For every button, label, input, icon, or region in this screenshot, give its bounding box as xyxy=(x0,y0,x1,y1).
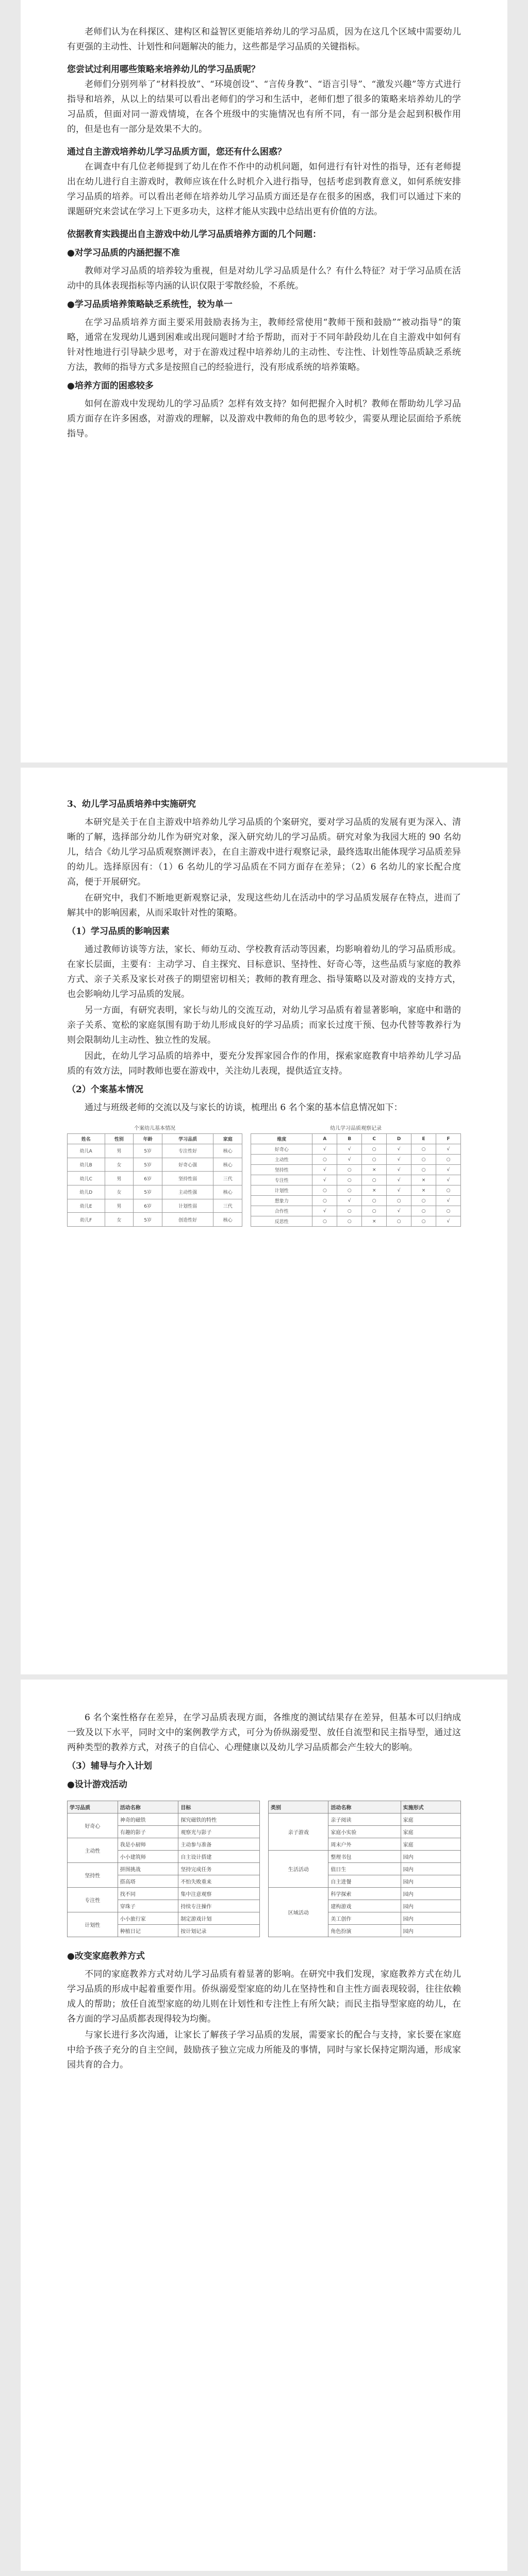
observation-table xyxy=(251,1124,461,1227)
page2-paragraph-4: 另一方面，有研究表明，家长与幼儿的交流互动，对幼儿学习品质有着显著影响，家庭中和谐的亲子关系、宽松的家庭氛围有助于幼儿形成良好的学习品质；而家长过度干预、包办代替等教养行为则会限制幼儿主动性、独立性的发展。 xyxy=(67,1005,461,1045)
table-header-cell: 活动名称 xyxy=(118,1801,178,1814)
table-cell: 小小建筑师 xyxy=(118,1851,178,1863)
table-cell: √ xyxy=(312,1206,337,1216)
table-cell: ○ xyxy=(337,1216,362,1227)
case-basic-table-header xyxy=(68,1134,242,1144)
table-cell: 家庭小实验 xyxy=(328,1826,401,1838)
table-cell: ○ xyxy=(436,1185,461,1196)
table-cell: ○ xyxy=(362,1175,387,1185)
table-cell: 拼图挑战 xyxy=(118,1863,178,1875)
table-cell: 主动性强 xyxy=(162,1185,213,1199)
table-cell: 计划性 xyxy=(251,1185,312,1196)
table-cell: 不怕失败重来 xyxy=(178,1875,260,1888)
table-cell: √ xyxy=(436,1175,461,1185)
table-row xyxy=(68,1838,260,1851)
table-cell: ○ xyxy=(362,1144,387,1155)
section-heading-3: 3、幼儿学习品质培养中实施研究 xyxy=(67,799,196,809)
document-page-2 xyxy=(21,768,507,1674)
table-cell: 女 xyxy=(105,1185,134,1199)
table-row xyxy=(269,1851,461,1863)
table-header-cell: F xyxy=(436,1134,461,1144)
subheading-plan: （3）辅导与介入计划 xyxy=(67,1761,152,1771)
table-row xyxy=(68,1199,242,1213)
section-heading-basis: 依据教育实践提出自主游戏中幼儿学习品质培养方面的几个问题： xyxy=(67,229,321,240)
table-row xyxy=(68,1172,242,1185)
table-row xyxy=(68,1158,242,1172)
table-row xyxy=(251,1144,461,1155)
table-cell: 集中注意观察 xyxy=(178,1888,260,1900)
question-heading-1: 您尝试过利用哪些策略来培养幼儿的学习品质呢？ xyxy=(67,64,260,75)
bullet-heading-design-games: ●设计游戏活动 xyxy=(67,1780,127,1790)
table-cell: 科学探索 xyxy=(328,1888,401,1900)
table-cell: 主动性 xyxy=(68,1838,118,1863)
document-page-1 xyxy=(21,0,507,762)
table-header-cell: 学习品质 xyxy=(162,1134,213,1144)
table-cell: √ xyxy=(337,1196,362,1206)
document-page-3 xyxy=(21,1680,507,2571)
table-cell: 6岁 xyxy=(134,1199,162,1213)
table-row xyxy=(68,1863,260,1875)
table-cell: ○ xyxy=(436,1206,461,1216)
table-cell: × xyxy=(411,1185,436,1196)
table-cell: 角色扮演 xyxy=(328,1925,401,1937)
table-cell: 6岁 xyxy=(134,1172,162,1185)
table-cell: 搭高塔 xyxy=(118,1875,178,1888)
table-cell: 穿珠子 xyxy=(118,1900,178,1912)
activity-table-right xyxy=(268,1801,461,1937)
table-cell: 计划性弱 xyxy=(162,1199,213,1213)
page3-paragraph-1: 6 名个案性格存在差异，在学习品质表现方面，各维度的测试结果存在差异，但基本可以归纳成一致及以下水平，同时文中的案例教学方式，可分为侨纵溺爱型、放任自流型和民主指导型，通过这两种类型的教养方式，对孩子的自信心、心理健康以及幼儿学习品质都会产生较大的影响。 xyxy=(67,1713,461,1753)
table-cell: 建构游戏 xyxy=(328,1900,401,1912)
table-row xyxy=(251,1216,461,1227)
table-cell: 园内 xyxy=(401,1900,460,1912)
table-row xyxy=(251,1206,461,1216)
table-cell: ○ xyxy=(362,1206,387,1216)
table-cell: 5岁 xyxy=(134,1185,162,1199)
table-cell: 核心 xyxy=(213,1213,242,1227)
table-header-cell: A xyxy=(312,1134,337,1144)
activity-table-left xyxy=(67,1801,260,1937)
table-cell: 我是小厨师 xyxy=(118,1838,178,1851)
table-cell: ○ xyxy=(411,1165,436,1175)
table-header-cell: 类别 xyxy=(269,1801,328,1814)
table-cell: 坚持性 xyxy=(251,1165,312,1175)
table-cell: √ xyxy=(436,1165,461,1175)
table-header-cell: 实施形式 xyxy=(401,1801,460,1814)
table-cell: 男 xyxy=(105,1144,134,1158)
table-cell: ○ xyxy=(411,1155,436,1165)
table-cell: ○ xyxy=(337,1165,362,1175)
table-cell: ○ xyxy=(387,1216,411,1227)
table-cell: ○ xyxy=(312,1196,337,1206)
subheading-influence-factors: （1）学习品质的影响因素 xyxy=(67,926,170,937)
table-row xyxy=(68,1912,260,1925)
table-cell: 好奇心 xyxy=(68,1814,118,1838)
table-cell: 园内 xyxy=(401,1925,460,1937)
table-cell: 探究磁铁的特性 xyxy=(178,1814,260,1826)
table-cell: 亲子游戏 xyxy=(269,1814,328,1851)
page2-paragraph-5: 因此，在幼儿学习品质的培养中，要充分发挥家园合作的作用，探索家庭教育中培养幼儿学习品质的有效方法，同时教师也要在游戏中，关注幼儿表现，提供适宜支持。 xyxy=(67,1051,461,1076)
table-header-cell: 活动名称 xyxy=(328,1801,401,1814)
table-header-cell: 家庭 xyxy=(213,1134,242,1144)
table-row xyxy=(68,1185,242,1199)
table-cell: 园内 xyxy=(401,1875,460,1888)
table-cell: ○ xyxy=(337,1175,362,1185)
table-cell: 持续专注操作 xyxy=(178,1900,260,1912)
table-cell: 创造性好 xyxy=(162,1213,213,1227)
table-row xyxy=(251,1185,461,1196)
table-row xyxy=(68,1213,242,1227)
table-cell: 三代 xyxy=(213,1172,242,1185)
answer-paragraph-2: 在调查中有几位老师提到了幼儿在作不作中的动机问题，如何进行有针对性的指导，还有老师提出在幼儿进行自主游戏时，教师应该在什么时机介入进行指导，包括考虑到教育意义，如何系统安排学习品质的培养。可以看出老师在培养幼儿学习品质方面还是存在很多的困惑，我们可以通过下来的课题研究来尝试在学习上下更多功夫，这样才能从实践中总结出更有价值的方法。 xyxy=(67,162,461,217)
table-cell: 坚持完成任务 xyxy=(178,1863,260,1875)
case-basic-table xyxy=(67,1124,242,1227)
bullet-paragraph-3: 如何在游戏中发现幼儿的学习品质？怎样有效支持？如何把握介入时机？教师在帮助幼儿学习品质方面存在许多困惑，对游戏的理解，以及游戏中教师的角色的思考较少，需要从理论层面给予系统指导。 xyxy=(67,399,461,439)
table-cell: 想象力 xyxy=(251,1196,312,1206)
table-cell: 园内 xyxy=(401,1863,460,1875)
table-cell: 计划性 xyxy=(68,1912,118,1937)
table-header-cell: B xyxy=(337,1134,362,1144)
page2-paragraph-1: 本研究是关于在自主游戏中培养幼儿学习品质的个案研究，要对学习品质的发展有更为深入、清晰的了解，选择部分幼儿作为研究对象，深入研究幼儿的学习品质。研究对象为我园大班的 90 名幼儿，结合《幼儿学习品质观察测评表》，在自主游戏中进行观察记录，最终选取出能体现学习品质差异的幼儿。选择原因有：（1）6 名幼儿的学习品质在不同方面存在差异；（2）6 名幼儿的家长配合度高，便于开展研究。 xyxy=(67,817,461,887)
table-row xyxy=(68,1888,260,1900)
table-cell: 生活活动 xyxy=(269,1851,328,1888)
table-cell: ○ xyxy=(436,1155,461,1165)
table-cell: 园内 xyxy=(401,1851,460,1863)
table-cell: 主动性 xyxy=(251,1155,312,1165)
table-cell: 美工创作 xyxy=(328,1912,401,1925)
observation-table-header xyxy=(251,1134,461,1144)
table-cell: √ xyxy=(436,1144,461,1155)
table-cell: 三代 xyxy=(213,1199,242,1213)
table-cell: ○ xyxy=(387,1196,411,1206)
table-cell: √ xyxy=(312,1144,337,1155)
table-cell: 家庭 xyxy=(401,1814,460,1826)
table-cell: 整理书包 xyxy=(328,1851,401,1863)
activity-tables xyxy=(67,1801,461,1937)
table-header-cell: D xyxy=(387,1134,411,1144)
table-cell: 5岁 xyxy=(134,1158,162,1172)
page3-paragraph-2: 不同的家庭教养方式对幼儿学习品质有着显著的影响。在研究中我们发现，家庭教养方式在幼儿学习品质的形成中起着重要作用。侨纵溺爱型家庭的幼儿在坚持性和自主性方面表现较弱，往往依赖成人的帮助；放任自流型家庭的幼儿则在计划性和专注性上有所欠缺；而民主指导型家庭的幼儿，在各方面的学习品质都表现得较为均衡。 xyxy=(67,1969,461,2024)
table-cell: 按计划记录 xyxy=(178,1925,260,1937)
table-cell: × xyxy=(362,1165,387,1175)
observation-table-caption: 幼儿学习品质观察记录 xyxy=(330,1126,382,1131)
table-cell: 制定游戏计划 xyxy=(178,1912,260,1925)
table-cell: × xyxy=(362,1185,387,1196)
table-cell: √ xyxy=(312,1165,337,1175)
table-cell: 观察光与影子 xyxy=(178,1826,260,1838)
table-cell: 家庭 xyxy=(401,1838,460,1851)
table-row xyxy=(68,1814,260,1826)
table-header-cell: 目标 xyxy=(178,1801,260,1814)
table-cell: 专注性好 xyxy=(162,1144,213,1158)
table-cell: 幼儿B xyxy=(68,1158,105,1172)
subheading-case-info: （2）个案基本情况 xyxy=(67,1084,143,1095)
table-cell: 幼儿C xyxy=(68,1172,105,1185)
table-cell: ○ xyxy=(411,1144,436,1155)
activity-table-left-header xyxy=(68,1801,260,1814)
table-cell: 核心 xyxy=(213,1144,242,1158)
table-cell: √ xyxy=(312,1175,337,1185)
table-cell: 合作性 xyxy=(251,1206,312,1216)
page2-paragraph-6: 通过与班级老师的交流以及与家长的访谈，梳理出 6 名个案的基本信息情况如下： xyxy=(85,1103,403,1113)
table-row xyxy=(269,1814,461,1826)
table-cell: 女 xyxy=(105,1158,134,1172)
table-header-cell: 维度 xyxy=(251,1134,312,1144)
table-cell: ○ xyxy=(337,1185,362,1196)
table-cell: 自主设计搭建 xyxy=(178,1851,260,1863)
table-cell: 女 xyxy=(105,1213,134,1227)
table-cell: 幼儿D xyxy=(68,1185,105,1199)
table-cell: ○ xyxy=(411,1196,436,1206)
table-header-cell: C xyxy=(362,1134,387,1144)
table-cell: 反思性 xyxy=(251,1216,312,1227)
case-basic-table-caption: 个案幼儿基本情况 xyxy=(134,1126,176,1131)
table-cell: 家庭 xyxy=(401,1826,460,1838)
table-cell: ○ xyxy=(312,1185,337,1196)
table-cell: ○ xyxy=(362,1196,387,1206)
table-row xyxy=(251,1155,461,1165)
bullet-heading-3: ●培养方面的困惑较多 xyxy=(67,381,154,391)
table-cell: ○ xyxy=(411,1216,436,1227)
table-cell: √ xyxy=(337,1155,362,1165)
table-header-cell: 年龄 xyxy=(134,1134,162,1144)
table-cell: 男 xyxy=(105,1199,134,1213)
table-header-cell: 学习品质 xyxy=(68,1801,118,1814)
table-cell: 核心 xyxy=(213,1185,242,1199)
table-cell: 园内 xyxy=(401,1912,460,1925)
table-cell: 幼儿A xyxy=(68,1144,105,1158)
table-cell: 有趣的影子 xyxy=(118,1826,178,1838)
table-cell: ○ xyxy=(312,1155,337,1165)
table-cell: ○ xyxy=(411,1206,436,1216)
table-cell: √ xyxy=(387,1155,411,1165)
table-cell: 幼儿E xyxy=(68,1199,105,1213)
table-cell: 种植日记 xyxy=(118,1925,178,1937)
table-cell: 幼儿F xyxy=(68,1213,105,1227)
table-cell: 周末户外 xyxy=(328,1838,401,1851)
table-cell: 小小旅行家 xyxy=(118,1912,178,1925)
table-cell: 5岁 xyxy=(134,1213,162,1227)
table-cell: √ xyxy=(436,1196,461,1206)
table-cell: ○ xyxy=(337,1206,362,1216)
table-cell: 神奇的磁铁 xyxy=(118,1814,178,1826)
answer-paragraph-1: 老师们分别列举了“材料投放”、“环境创设”、“言传身教”、“语言引导”、“激发兴趣”等方式进行指导和培养，从以上的结果可以看出老师们的学习和生活中，老师们想了很多的策略来培养幼儿的学习品质，但面对同一游戏情境，在各个班级中的实施情况也有所不同，有一部分是会起到积极作用的，但是也有一部分是效果不大的。 xyxy=(67,79,461,134)
table-cell: √ xyxy=(387,1165,411,1175)
table-cell: √ xyxy=(387,1206,411,1216)
page3-paragraph-3: 与家长进行多次沟通，让家长了解孩子学习品质的发展，需要家长的配合与支持，家长要在家庭中给予孩子充分的自主空间，鼓励孩子独立完成力所能及的事情，同时与家长保持定期沟通，形成家园共育的合力。 xyxy=(67,2030,461,2070)
table-cell: 好奇心强 xyxy=(162,1158,213,1172)
table-header-cell: 性别 xyxy=(105,1134,134,1144)
table-row xyxy=(269,1888,461,1900)
bullet-heading-1: ●对学习品质的内涵把握不准 xyxy=(67,248,180,258)
table-cell: 坚持性弱 xyxy=(162,1172,213,1185)
table-cell: 亲子阅读 xyxy=(328,1814,401,1826)
table-cell: ○ xyxy=(312,1216,337,1227)
intro-paragraph: 老师们认为在科探区、建构区和益智区更能培养幼儿的学习品质，因为在这几个区域中需要幼儿有更强的主动性、计划性和问题解决的能力，这些都是学习品质的关键指标。 xyxy=(67,27,461,52)
table-header-cell: 姓名 xyxy=(68,1134,105,1144)
table-cell: √ xyxy=(387,1185,411,1196)
table-cell: 找不同 xyxy=(118,1888,178,1900)
table-cell: 值日生 xyxy=(328,1863,401,1875)
bullet-paragraph-2: 在学习品质培养方面主要采用鼓励表扬为主，教师经常使用“教师干预和鼓励”“被动指导”的策略，通常在发现幼儿遇到困难或出现问题时才给予帮助，而对于不同年龄段幼儿在自主游戏中如何有针对性地进行引导缺少思考，对于在游戏过程中培养幼儿的主动性、专注性、计划性等品质缺乏系统方法，教师的指导方式多是按照自己的经验进行，没有形成系统的培养策略。 xyxy=(67,317,461,372)
table-cell: 坚持性 xyxy=(68,1863,118,1888)
bullet-heading-family-style: ●改变家庭教养方式 xyxy=(67,1951,145,1961)
case-tables xyxy=(67,1124,461,1227)
table-cell: × xyxy=(411,1175,436,1185)
table-cell: √ xyxy=(387,1175,411,1185)
table-cell: 专注性 xyxy=(251,1175,312,1185)
table-row xyxy=(251,1175,461,1185)
table-row xyxy=(68,1144,242,1158)
activity-table-right-header xyxy=(269,1801,461,1814)
table-cell: 核心 xyxy=(213,1158,242,1172)
table-header-cell: E xyxy=(411,1134,436,1144)
table-row xyxy=(251,1165,461,1175)
table-cell: 主动参与准备 xyxy=(178,1838,260,1851)
table-cell: 男 xyxy=(105,1172,134,1185)
bullet-heading-2: ●学习品质培养策略缺乏系统性，较为单一 xyxy=(67,299,233,310)
table-cell: 专注性 xyxy=(68,1888,118,1912)
question-heading-2: 通过自主游戏培养幼儿学习品质方面，您还有什么困惑？ xyxy=(67,147,286,157)
table-row xyxy=(251,1196,461,1206)
bullet-paragraph-1: 教师对学习品质的培养较为重视，但是对幼儿学习品质是什么？有什么特征？对于学习品质在活动中的具体表现指标等内涵的认识仅限于零散经验，不系统。 xyxy=(67,266,461,291)
table-cell: 5岁 xyxy=(134,1144,162,1158)
table-cell: 园内 xyxy=(401,1888,460,1900)
table-cell: √ xyxy=(436,1216,461,1227)
table-cell: √ xyxy=(337,1144,362,1155)
table-cell: 好奇心 xyxy=(251,1144,312,1155)
table-cell: ○ xyxy=(362,1155,387,1165)
table-cell: 区域活动 xyxy=(269,1888,328,1937)
table-cell: × xyxy=(362,1216,387,1227)
page2-paragraph-3: 通过教师访谈等方法，家长、师幼互动、学校教育活动等因素，均影响着幼儿的学习品质形成。在家长层面，主要有：主动学习、自主探究、目标意识、坚持性、好奇心等，这些品质与家庭的教养方式、亲子关系及家长对孩子的期望密切相关；教师的教育理念、指导策略以及对游戏的支持方式，也会影响幼儿学习品质的发展。 xyxy=(67,944,461,999)
table-cell: √ xyxy=(387,1144,411,1155)
table-cell: 自主进餐 xyxy=(328,1875,401,1888)
page2-paragraph-2: 在研究中，我们不断地更新观察记录，发现这些幼儿在活动中的学习品质发展存在特点，进而了解其中的影响因素，从而采取针对性的策略。 xyxy=(67,893,461,918)
